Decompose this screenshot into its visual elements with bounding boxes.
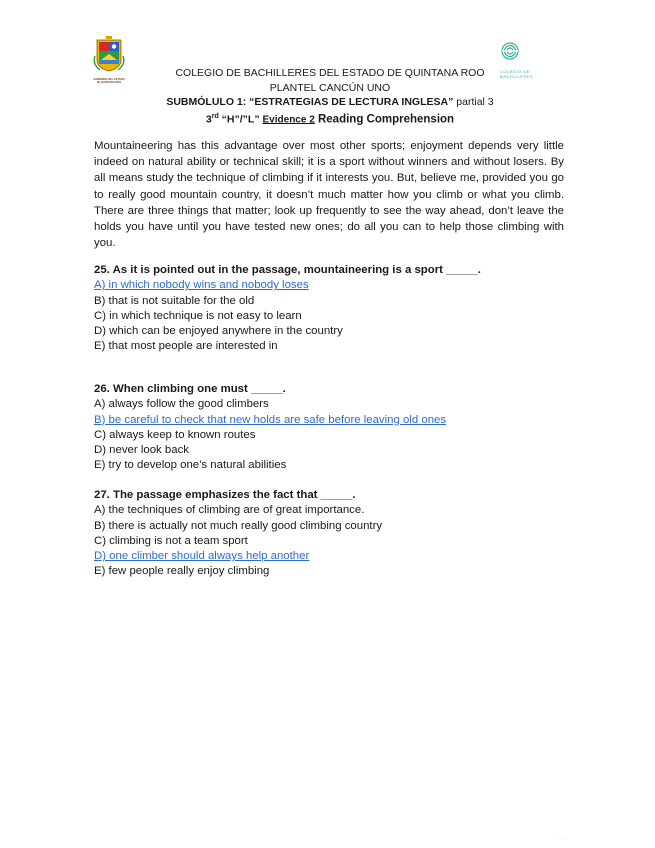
- question-26: [94, 382, 564, 474]
- document-header: [130, 66, 530, 128]
- question-25: [94, 263, 564, 355]
- state-coat-of-arms-logo: [92, 36, 126, 84]
- option-c: C) in which technique is not easy to learn: [94, 309, 302, 322]
- option-b: B) that is not suitable for the old: [94, 294, 255, 307]
- logo-text-line-1: COLEGIO DE: [500, 69, 530, 74]
- grade-number: 3: [205, 113, 212, 125]
- campus-name: PLANTEL CANCÚN UNO: [269, 81, 391, 94]
- group-labels: “H”/”L”: [218, 113, 263, 125]
- page-footer-mark: · · ·: [556, 836, 566, 842]
- school-name: COLEGIO DE BACHILLERES DEL ESTADO DE QUINTANA ROO: [175, 67, 485, 79]
- logo-text-line-2: BACHILLERES: [500, 74, 534, 79]
- option-d-answer: D) one climber should always help another: [94, 550, 310, 563]
- option-b: B) there is actually not much really good climbing country: [94, 519, 383, 532]
- grade-suffix: rd: [211, 112, 219, 120]
- option-a: A) always follow the good climbers: [94, 398, 269, 411]
- option-c: C) climbing is not a team sport: [94, 534, 248, 547]
- option-b-answer: B) be careful to check that new holds are safe before leaving old ones: [94, 413, 447, 426]
- option-a-answer: A) in which nobody wins and nobody loses: [94, 279, 309, 292]
- state-government-logo-caption: GOBIERNO DEL ESTADO DE QUINTANA ROO: [93, 78, 125, 84]
- question-stem: 26. When climbing one must _____.: [94, 383, 286, 395]
- question-27: [94, 488, 564, 580]
- reading-passage: Mountaineering has this advantage over most other sports; enjoyment depends very little indeed on natural ability or technical skill; it is a sport without winners and without losers. By all means study the technique of climbing if it interests you. But, believe me, provided you go to really good mountain country, it doesn’t much matter how you climb or what you climb. There are three things that matter; look up frequently to see the way ahead, don’t leave the holds you have until you have tested new ones; do all you can to help those climbing with you.: [94, 140, 564, 250]
- partial-label: partial 3: [453, 96, 494, 108]
- submodule-title: SUBMÓLULO 1: “ESTRATEGIAS DE LECTURA INGLESA”: [166, 96, 454, 108]
- option-e: E) try to develop one’s natural abilities: [94, 459, 287, 472]
- submodule-line: [130, 95, 530, 110]
- option-d: D) never look back: [94, 444, 189, 457]
- option-c: C) always keep to known routes: [94, 428, 256, 441]
- question-stem: 27. The passage emphasizes the fact that _____.: [94, 489, 356, 501]
- option-e: E) few people really enjoy climbing: [94, 565, 270, 578]
- evidence-label: Evidence 2: [262, 114, 315, 125]
- reading-comprehension-title: Reading Comprehension: [314, 113, 455, 125]
- option-a: A) the techniques of climbing are of great importance.: [94, 504, 365, 517]
- option-d: D) which can be enjoyed anywhere in the country: [94, 325, 343, 338]
- option-e: E) that most people are interested in: [94, 340, 278, 353]
- question-stem: 25. As it is pointed out in the passage, mountaineering is a sport _____.: [94, 264, 481, 276]
- grade-line: [130, 110, 530, 128]
